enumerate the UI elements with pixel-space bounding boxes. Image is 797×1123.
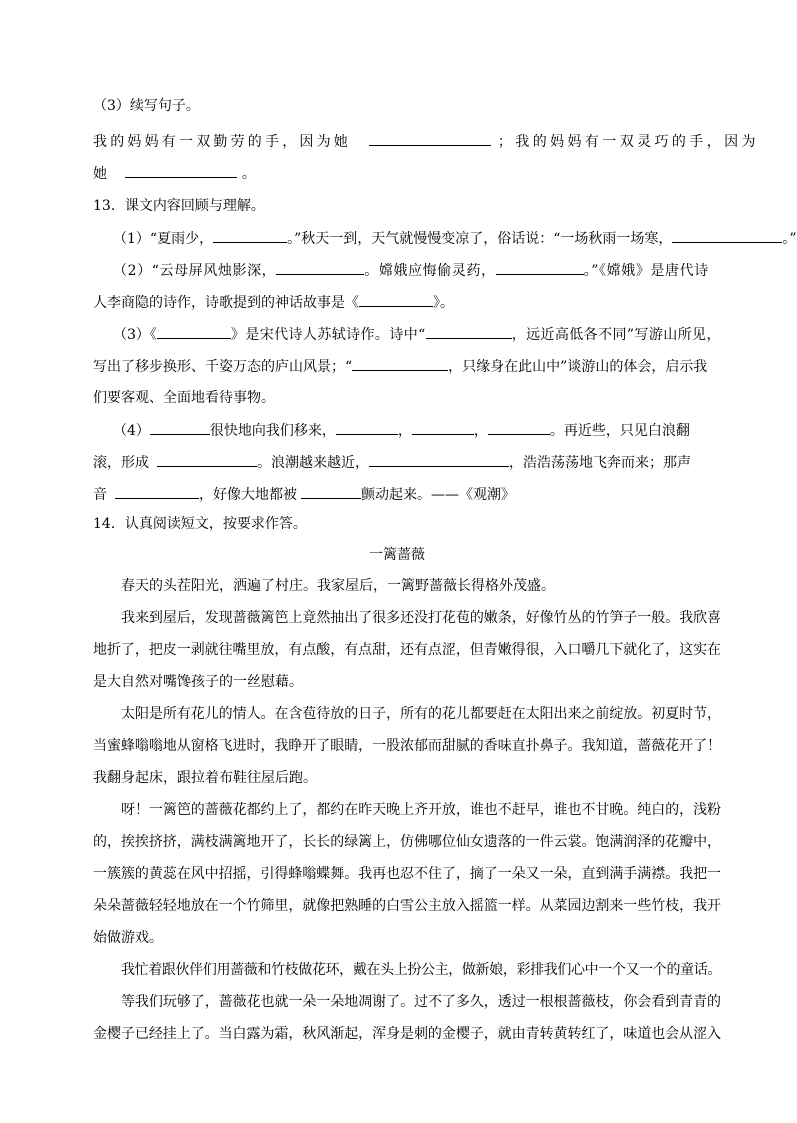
text: 滚，形成 (93, 455, 149, 471)
q13-item3-line1 (113, 324, 721, 344)
text: 。”秋天一到，天气就慢慢变凉了，俗话说：“一场秋雨一场寒， (287, 231, 673, 247)
answer-blank[interactable] (157, 452, 257, 467)
q14-title (93, 514, 307, 534)
answer-blank[interactable] (213, 228, 287, 243)
passage-line (93, 896, 721, 916)
text: 写出了移步换形、千姿万态的庐山风景；“ (93, 359, 353, 375)
text: 始做游戏。 (93, 930, 163, 946)
text: 呀！一篱笆的蔷薇花都约上了，都约在昨天晚上齐开放，谁也不赶早，谁也不甘晚。纯白的，浅粉 (121, 802, 721, 818)
passage-title (0, 545, 794, 565)
passage-line (93, 736, 721, 756)
text: 一篱蔷薇 (369, 547, 425, 563)
answer-blank[interactable] (412, 420, 474, 435)
passage-line (93, 1024, 721, 1044)
text: （3）《 (113, 327, 157, 343)
text: 13．课文内容回顾与理解。 (93, 198, 265, 214)
text: ，浩浩荡荡地飞奔而来；那声 (509, 455, 691, 471)
text: （4） (113, 423, 150, 439)
text: 我来到屋后，发现蔷薇篱笆上竟然抽出了很多还没打花苞的嫩条，好像竹丛的竹笋子一般。我欣喜 (121, 610, 721, 626)
answer-blank[interactable] (125, 163, 237, 178)
text: 金樱子已经挂上了。当白露为霜，秋风渐起，浑身是刺的金樱子，就由青转黄转红了，味道也会从涩入 (93, 1026, 721, 1042)
text: 。浪潮越来越近， (257, 455, 369, 471)
text: 是大自然对嘴馋孩子的一丝慰藉。 (93, 674, 303, 690)
text: 音 (93, 487, 107, 503)
text: 地折了，把皮一剥就往嘴里放，有点酸，有点甜，还有点涩，但青嫩得很，入口嚼几下就化了，这实在 (93, 642, 721, 658)
text: ， (473, 423, 488, 439)
q13-item4-line1 (113, 420, 690, 440)
q12-line1 (93, 131, 759, 151)
passage-line (121, 608, 721, 628)
answer-blank[interactable] (369, 131, 491, 146)
text: 当蜜蜂嗡嗡地从窗格飞进时，我睁开了眼睛，一股浓郁而甜腻的香味直扑鼻子。我知道，蔷薇花开了！ (93, 738, 721, 754)
text: 的，挨挨挤挤，满枝满篱地开了，长长的绿篱上，仿佛哪位仙女遗落的一件云裳。饱满润泽的花瓣中， (93, 834, 721, 850)
text: 。”《嫦娥》是唐代诗 (583, 263, 709, 279)
text: （1）“夏雨少， (113, 231, 214, 247)
text: 。 (241, 166, 256, 182)
text: ，远近高低各不同”写游山所见， (511, 327, 721, 343)
answer-blank[interactable] (115, 484, 199, 499)
passage-line (121, 576, 555, 596)
passage-line (93, 640, 721, 660)
text: 她 (93, 166, 107, 182)
q13-title (93, 196, 265, 216)
text: 朵朵蔷薇轻轻地放在一个竹筛里，就像把熟睡的白雪公主放入摇篮一样。从菜园边割来一些竹枝，我开 (93, 898, 721, 914)
answer-blank[interactable] (301, 484, 361, 499)
q13-item3-line2 (93, 356, 707, 376)
q13-item2-line1 (113, 260, 709, 280)
text: 们要客观、全面地看待事物。 (93, 390, 275, 406)
answer-blank[interactable] (157, 324, 231, 339)
answer-blank[interactable] (672, 228, 782, 243)
passage-line (121, 960, 721, 980)
passage-line (93, 928, 163, 948)
text: ，好像大地都被 (199, 487, 297, 503)
q12-line2 (93, 163, 256, 183)
answer-blank[interactable] (336, 420, 398, 435)
passage-line (93, 768, 317, 788)
text: 》是宋代诗人苏轼诗作。诗中“ (230, 327, 426, 343)
text: ，只缘身在此山中”谈游山的体会，启示我 (448, 359, 708, 375)
q13-item4-line2 (93, 452, 691, 472)
q13-item2-line2 (93, 292, 454, 312)
text: 春天的头茬阳光，洒遍了村庄。我家屋后，一篱野蔷薇长得格外茂盛。 (121, 578, 555, 594)
text: ， (397, 423, 412, 439)
text: 我翻身起床，跟拉着布鞋往屋后跑。 (93, 770, 317, 786)
answer-blank[interactable] (496, 260, 584, 275)
text: 我的妈妈有一双勤劳的手，因为她 (93, 134, 351, 150)
passage-line (93, 864, 721, 884)
text: 。再近些，只见白浪翻 (549, 423, 690, 439)
text: 14．认真阅读短文，按要求作答。 (93, 516, 307, 532)
text: （3）续写句子。 (93, 98, 200, 114)
text: 》。 (433, 295, 454, 311)
answer-blank[interactable] (276, 260, 364, 275)
passage-line (121, 704, 721, 724)
answer-blank[interactable] (426, 324, 512, 339)
text: ；我的妈妈有一双灵巧的手，因为 (497, 134, 759, 150)
answer-blank[interactable] (369, 452, 509, 467)
passage-line (121, 992, 721, 1012)
passage-line (93, 672, 303, 692)
answer-blank[interactable] (352, 356, 448, 371)
text: 。” (782, 231, 797, 247)
q13-item1 (113, 228, 797, 248)
q12-sub3-title (93, 96, 200, 116)
q13-item4-line3 (93, 484, 515, 504)
text: 颤动起来。——《观潮》 (361, 487, 515, 503)
passage-line (93, 832, 721, 852)
text: 很快地向我们移来， (209, 423, 336, 439)
passage-line (121, 800, 721, 820)
answer-blank[interactable] (359, 292, 433, 307)
answer-blank[interactable] (488, 420, 550, 435)
text: 等我们玩够了，蔷薇花也就一朵一朵地凋谢了。过不了多久，透过一根根蔷薇枝，你会看到青青的 (121, 994, 721, 1010)
text: 我忙着跟伙伴们用蔷薇和竹枝做花环，戴在头上扮公主，做新娘，彩排我们心中一个又一个的童话。 (121, 962, 721, 978)
q13-item3-line3 (93, 388, 275, 408)
text: （2）“云母屏风烛影深， (113, 263, 277, 279)
text: 一簇簇的黄蕊在风中招摇，引得蜂嗡蝶舞。我再也忍不住了，摘了一朵又一朵，直到满手满襟。我把一 (93, 866, 721, 882)
text: 人李商隐的诗作，诗歌提到的神话故事是《 (93, 295, 359, 311)
text: 。嫦娥应悔偷灵药， (364, 263, 496, 279)
answer-blank[interactable] (150, 420, 210, 435)
text: 太阳是所有花儿的情人。在含苞待放的日子，所有的花儿都要赶在太阳出来之前绽放。初夏时节， (121, 706, 721, 722)
